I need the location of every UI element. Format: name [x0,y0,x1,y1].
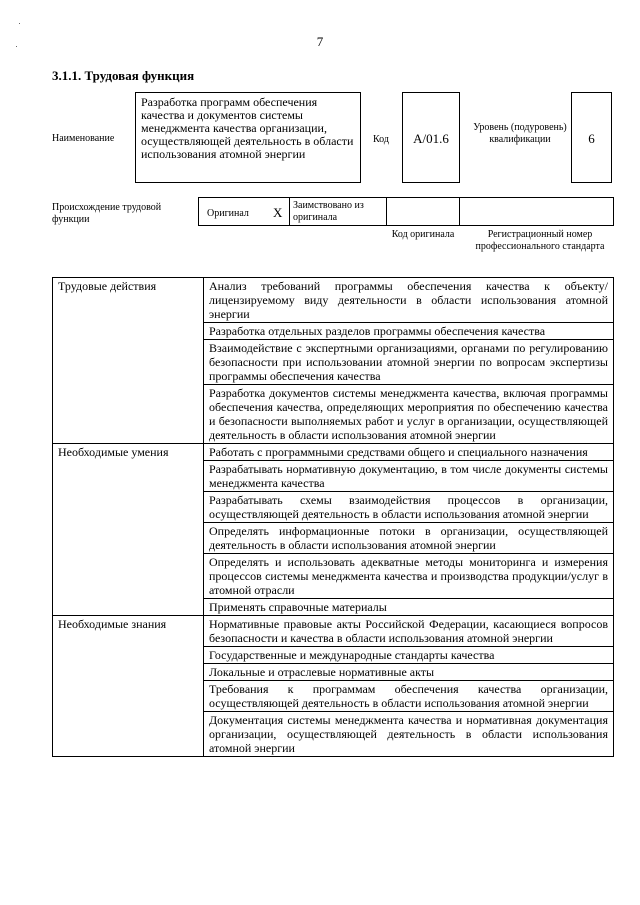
table-row [53,444,614,461]
code-value: А/01.6 [402,92,460,183]
code-original-caption: Код оригинала [391,229,455,240]
item-cell: Требования к программам обеспечения качества организации, осуществляющей деятельность в области использования атомной энергии [204,681,614,712]
function-name: Разработка программ обеспечения качества и документов системы менеджмента качества организации, осуществляющей деятельность в области использования атомной энергии [135,92,361,183]
item-cell: Разработка отдельных разделов программы обеспечения качества [204,323,614,340]
divider [459,198,460,225]
item-cell: Определять информационные потоки в организации, осуществляющей деятельность в области использования атомной энергии [204,523,614,554]
level-label: Уровень (подуровень) квалификации [473,122,567,145]
page-number: 7 [316,34,324,49]
scan-dot [19,23,20,24]
section-title: 3.1.1. Трудовая функция [52,68,195,83]
divider [386,198,387,225]
origin-label: Происхождение трудовой функции [52,202,162,225]
item-cell: Государственные и международные стандарты качества [204,647,614,664]
item-cell: Работать с программными средствами общего и специального назначения [204,444,614,461]
category-cell: Необходимые умения [53,444,204,616]
item-cell: Взаимодействие с экспертными организациями, органами по регулированию безопасности при использовании атомной энергии по вопросам экспертизы программы обеспечения качества [204,340,614,385]
item-cell: Разрабатывать схемы взаимодействия процессов в организации, осуществляющей деятельность в области использования атомной энергии [204,492,614,523]
level-value: 6 [571,92,612,183]
item-cell: Локальные и отраслевые нормативные акты [204,664,614,681]
original-mark: X [273,205,283,220]
item-cell: Анализ требований программы обеспечения качества к объекту/лицензируемому виду деятельности в области использования атомной энергии [204,278,614,323]
function-details-table [52,277,614,757]
item-cell: Определять и использовать адекватные методы мониторинга и измерения процессов системы менеджмента качества и производства продукции/услуг в атомной отрасли [204,554,614,599]
table-row [53,278,614,323]
origin-table [198,197,614,226]
code-label: Код [373,134,389,145]
borrowed-label: Заимствовано из оригинала [293,200,364,223]
original-label: Оригинал [207,208,249,219]
item-cell: Разработка документов системы менеджмента качества, включая программы обеспечения качества, определяющих мероприятия по обеспечению качества и безопасности выполняемых работ и услуг в организации, осуществляющей деятельность в области использования атомной энергии [204,385,614,444]
divider [289,198,290,225]
item-cell: Разрабатывать нормативную документацию, в том числе документы системы менеджмента качества [204,461,614,492]
category-cell: Трудовые действия [53,278,204,444]
item-cell: Применять справочные материалы [204,599,614,616]
item-cell: Нормативные правовые акты Российской Федерации, касающиеся вопросов безопасности и качества в области использования атомной энергии [204,616,614,647]
reg-number-caption: Регистрационный номер профессионального стандарта [475,229,605,252]
name-label: Наименование [52,133,115,144]
category-cell: Необходимые знания [53,616,204,757]
item-cell: Документация системы менеджмента качества и нормативная документация организации, осуществляющей деятельность в области использования атомной энергии [204,712,614,757]
table-row [53,616,614,647]
